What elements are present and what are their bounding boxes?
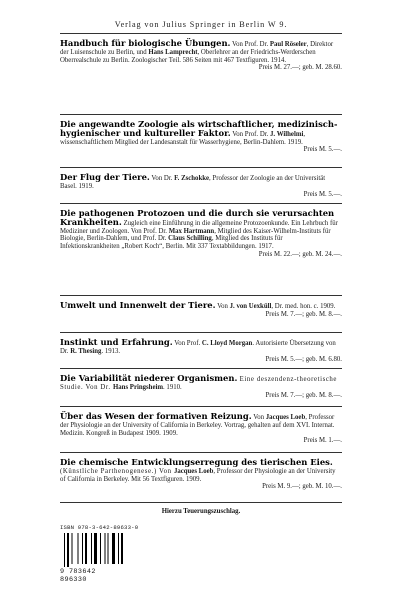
entry-text: , Dr. med. hon. c. 1909. (271, 303, 336, 310)
entry-divider (60, 502, 342, 503)
surcharge-note: Hierzu Teuerungszuschlag. (161, 508, 241, 515)
publisher-header: Verlag von Julius Springer in Berlin W 9. (114, 20, 288, 29)
entry-text: Zugleich eine Einführung in die allgemeine Protozoenkunde. Ein Lehrbuch für Mediziner und Zoologen. Von Prof. Dr. (60, 219, 338, 235)
entry-divider (60, 332, 342, 333)
entry-author: Jacques Loeb (173, 467, 214, 475)
entry-text: , Professor der Zoologie an der Universität Basel. 1919. (60, 175, 326, 190)
entry-text: , Professor der Physiologie an der University of California in Berkeley. Mit 56 Textfiguren. 1909. (60, 467, 336, 483)
entry-text: Von (251, 414, 266, 421)
entry-author: Max Hartmann (168, 227, 215, 235)
entry-text: , Mitglied des Kaiser-Wilhelm-Instituts für Biologie, Berlin-Dahlem, und Prof. Dr. (60, 227, 331, 243)
entry-title: Instinkt und Erfahrung. (60, 337, 173, 347)
entry-text: Von Prof. (172, 340, 202, 347)
barcode-bar (108, 533, 109, 564)
entry-price: Preis M. 1.—. (303, 437, 342, 445)
catalog-entry (60, 210, 342, 259)
entry-author: Claus Schilling (168, 235, 212, 243)
entry-title: Die Variabilität niederer Organismen. (60, 373, 238, 383)
catalog-entry (60, 459, 342, 491)
entry-divider (60, 452, 342, 453)
entry-author: J. Wilhelmi (270, 130, 304, 138)
entry-text: , Mitglied des Instituts für Infektionskrankheiten „Robert Koch“, Berlin. Mit 337 Textabbildungen. 1917. (60, 235, 283, 251)
entry-text: (Künstliche Parthenogenese.) Von (60, 467, 174, 475)
entry-text: , Professor der Physiologie an der University of California in Berkeley. Vortrag, gehalten auf dem XVI. Internat. Medizin. Kongreß in Budapest 1909. 1909. (60, 414, 335, 437)
entry-author: J. von Uexküll (229, 303, 272, 310)
entry-author: Hans Lamprecht (148, 48, 198, 56)
catalog-entry (60, 302, 342, 319)
catalog-entry (60, 375, 342, 399)
barcode-bar (94, 533, 97, 564)
catalog-entry (60, 174, 342, 198)
entry-text: Von Dr. (149, 175, 175, 182)
entry-text: . 1913. (101, 347, 121, 355)
catalog-entry (60, 121, 342, 154)
entry-title: Der Flug der Tiere. (60, 172, 150, 182)
entry-text: , Oberlehrer an der Friedrichs-Werderschen Oberrealschule zu Berlin. Zoologischer Teil. 586 Seiten mit 467 Textfiguren. 1914. (60, 48, 316, 64)
barcode-bar (112, 533, 115, 564)
entry-price: Preis M. 5.—. (303, 190, 342, 198)
entry-author: Paul Röseler (269, 41, 307, 48)
barcode-bar (118, 533, 119, 564)
entry-price: Preis M. 22.—; geb. M. 24.—. (258, 250, 342, 258)
entry-text: Von Prof. Dr. (230, 130, 271, 138)
barcode-bar (78, 533, 79, 564)
entry-price: Preis M. 5.—; geb. M. 6.80. (265, 355, 342, 363)
barcode-bar (121, 533, 123, 564)
entry-author: F. Zschokke (174, 175, 210, 182)
entry-divider (60, 406, 342, 407)
entry-text: , wissenschaftlichem Mitglied der Landesanstalt für Wasserhygiene, Berlin-Dahlem. 1919. (60, 130, 306, 146)
barcode-bar (72, 533, 73, 564)
entry-author: Jacques Loeb (265, 414, 306, 421)
entry-price: Preis M. 5.—. (303, 146, 342, 154)
catalog-entry (60, 413, 342, 445)
entry-price: Preis M. 9.—; geb. M. 10.—. (262, 483, 342, 491)
entry-divider (60, 114, 342, 115)
barcode-bar (64, 533, 65, 567)
entry-divider (60, 203, 342, 204)
entry-divider (60, 368, 342, 369)
entry-title: Handbuch für biologische Übungen. (60, 38, 231, 48)
entry-author: Hans Pringsheim (112, 383, 164, 391)
entry-price: Preis M. 7.—; geb. M. 8.—. (265, 310, 342, 318)
entry-divider (60, 295, 342, 296)
catalog-entry (60, 339, 342, 363)
entry-text: . 1910. (163, 383, 182, 391)
entry-title: Die angewandte Zoologie als wirtschaftlicher, medizinisch-hygienischer und kultureller Faktor. (60, 119, 338, 138)
barcode-bar (82, 533, 83, 564)
entry-title: Über das Wesen der formativen Reizung. (60, 411, 252, 421)
barcode-bar (91, 533, 92, 564)
entry-title: Die pathogenen Protozoen und die durch sie verursachten Krankheiten. (60, 208, 335, 227)
entry-text: Von (215, 303, 230, 310)
entry-text: Von Prof. Dr. (230, 41, 270, 48)
entry-price: Preis M. 27.—; geb. M. 28.60. (258, 64, 342, 72)
entry-text: Eine deszendenz-theoretische Studie. Von Dr. (60, 376, 338, 391)
entry-divider (60, 167, 342, 168)
barcode-bars (60, 531, 126, 567)
entry-text: , Direktor der Luisenschule zu Berlin, und (60, 41, 334, 56)
entry-title: Umwelt und Innenwelt der Tiere. (60, 300, 216, 310)
barcode-bar (85, 533, 87, 564)
entry-author: R. Thesing (70, 347, 102, 355)
entry-text: . Autorisierte Übersetzung von Dr. (60, 340, 336, 355)
entry-author: C. Lloyd Morgan (201, 340, 253, 347)
barcode-bar (100, 533, 101, 564)
catalog-entry (60, 40, 342, 72)
isbn-label: ISBN 978-3-642-89633-0 (60, 524, 139, 531)
entry-title: Die chemische Entwicklungserregung des tierischen Eies. (60, 457, 333, 467)
barcode-bar (67, 533, 69, 567)
barcode-bar (105, 533, 106, 564)
entry-price: Preis M. 7.—; geb. M. 8.—. (265, 391, 342, 399)
barcode-digits: 9 783642 896330 (60, 568, 126, 584)
header-rule (60, 33, 342, 34)
